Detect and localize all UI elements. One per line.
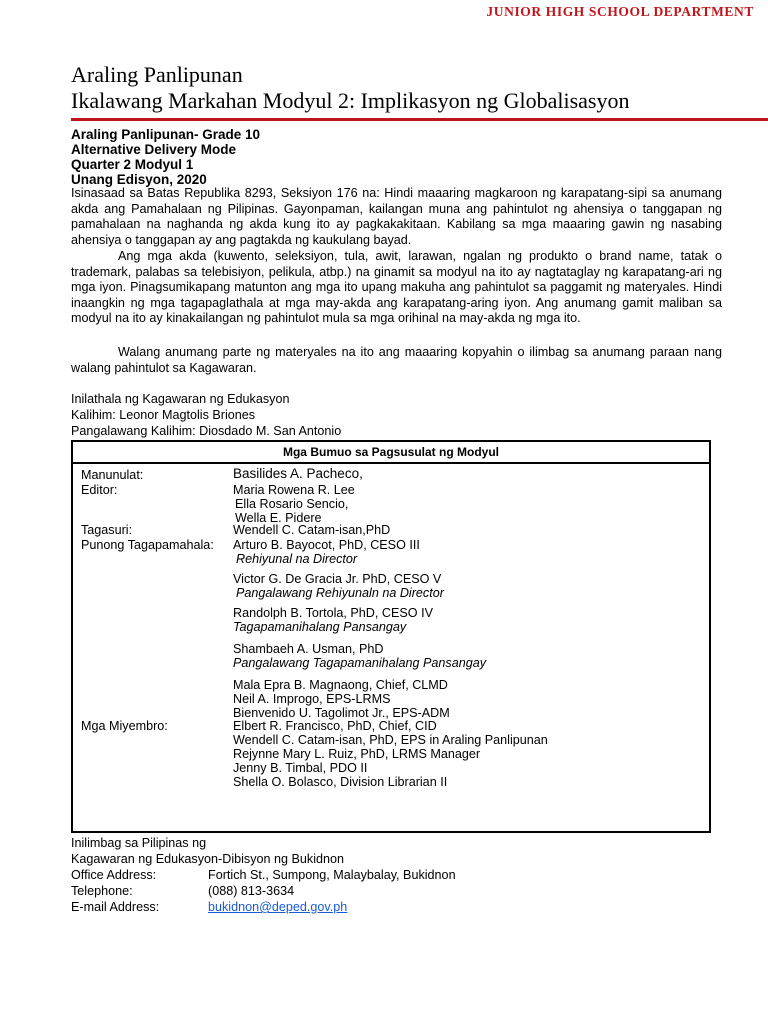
telephone-label: Telephone:	[71, 884, 133, 898]
member-name: Elbert R. Francisco, PhD, Chief, CID	[233, 719, 437, 733]
manager-title: Pangalawang Rehiyunaln na Director	[236, 586, 444, 600]
editor-name: Ella Rosario Sencio,	[235, 497, 349, 511]
member-name: Bienvenido U. Tagolimot Jr., EPS-ADM	[233, 706, 450, 720]
writer-name: Basilides A. Pacheco,	[233, 466, 363, 481]
member-name: Jenny B. Timbal, PDO II	[233, 761, 368, 775]
manager-title: Pangalawang Tagapamanihalang Pansangay	[233, 656, 487, 670]
undersecretary-line: Pangalawang Kalihim: Diosdado M. San Antonio	[71, 424, 342, 438]
member-name: Neil A. Improgo, EPS-LRMS	[233, 692, 391, 706]
office-address-value: Fortich St., Sumpong, Malaybalay, Bukidnon	[208, 868, 456, 882]
manager-title: Rehiyunal na Director	[236, 552, 358, 566]
member-name: Mala Epra B. Magnaong, Chief, CLMD	[233, 678, 448, 692]
member-name: Rejynne Mary L. Ruiz, PhD, LRMS Manager	[233, 747, 481, 761]
document-title-line1: Araling Panlipunan	[71, 62, 243, 87]
reviewer-name: Wendell C. Catam-isan,PhD	[233, 523, 391, 537]
module-team-heading: Mga Bumuo sa Pagsusulat ng Modyul	[73, 442, 709, 464]
email-link[interactable]: bukidnon@deped.gov.ph	[208, 900, 348, 914]
trademark-paragraph: Ang mga akda (kuwento, seleksiyon, tula, awit, larawan, ngalan ng produkto o brand name, tatak o trademark, palabas sa telebisiyon, pelikula, atbp.) na ginamit sa modyul na ito ay nagtataglay ng karapatang-ari ng mga iyon. Pinagsumikapang matunton ang mga ito upang makuha ang pahintulot sa paggamit ng materyales. Hindi inaangkin ng mga tagapaglathala at mga may-akda ang karapatang-aring iyon. Ang anumang gamit maliban sa modyul na ito ay kinakailangan ng pahintulot mula sa mga orihinal na may-akda ng mga ito.	[71, 249, 722, 326]
manager-name: Victor G. De Gracia Jr. PhD, CESO V	[233, 572, 442, 586]
publisher-line: Inilathala ng Kagawaran ng Edukasyon	[71, 392, 290, 406]
manager-name: Arturo B. Bayocot, PhD, CESO III	[233, 538, 420, 552]
module-team-box	[71, 440, 711, 833]
office-address-label: Office Address:	[71, 868, 157, 882]
writer-label: Manunulat:	[81, 468, 144, 482]
printed-by-line: Inilimbag sa Pilipinas ng	[71, 836, 207, 850]
manager-name: Shambaeh A. Usman, PhD	[233, 642, 384, 656]
document-title-line2: Ikalawang Markahan Modyul 2: Implikasyon ng Globalisasyon	[71, 88, 630, 113]
division-line: Kagawaran ng Edukasyon-Dibisyon ng Bukidnon	[71, 852, 345, 866]
editor-name: Maria Rowena R. Lee	[233, 483, 355, 497]
copyright-paragraph: Isinasaad sa Batas Republika 8293, Seksiyon 176 na: Hindi maaaring magkaroon ng karapatang-sipi sa anumang akda ang Pamahalaan ng Pilipinas. Gayonpaman, kailangan muna ang pahintulot ng ahensiya o tanggapan ng pamahalaan na naghanda ng akda kung ito ay pagkakakitaan. Kabilang sa mga maaaring gawin ng nasabing ahensiya o tanggapan ay ang pagtakda ng kaukulang bayad.	[71, 186, 722, 247]
telephone-value: (088) 813-3634	[208, 884, 295, 898]
editor-name: Wella E. Pidere	[235, 511, 322, 525]
subject-label: Araling Panlipunan- Grade 10	[71, 127, 261, 142]
delivery-mode-label: Alternative Delivery Mode	[71, 142, 237, 157]
reproduction-paragraph: Walang anumang parte ng materyales na ito ang maaaring kopyahin o ilimbag sa anumang paraan nang walang pahintulot sa Kagawaran.	[71, 345, 722, 375]
management-label: Punong Tagapamahala:	[81, 538, 214, 552]
editor-label: Editor:	[81, 483, 118, 497]
member-name: Wendell C. Catam-isan, PhD, EPS in Araling Panlipunan	[233, 733, 548, 747]
edition-label: Unang Edisyon, 2020	[71, 172, 207, 187]
manager-title: Tagapamanihalang Pansangay	[233, 620, 407, 634]
secretary-line: Kalihim: Leonor Magtolis Briones	[71, 408, 256, 422]
department-header: JUNIOR HIGH SCHOOL DEPARTMENT	[486, 4, 754, 19]
reviewer-label: Tagasuri:	[81, 523, 133, 537]
title-divider	[71, 118, 768, 121]
quarter-label: Quarter 2 Modyul 1	[71, 157, 194, 172]
email-label: E-mail Address:	[71, 900, 160, 914]
manager-name: Randolph B. Tortola, PhD, CESO IV	[233, 606, 433, 620]
members-label: Mga Miyembro:	[81, 719, 168, 733]
member-name: Shella O. Bolasco, Division Librarian II	[233, 775, 448, 789]
